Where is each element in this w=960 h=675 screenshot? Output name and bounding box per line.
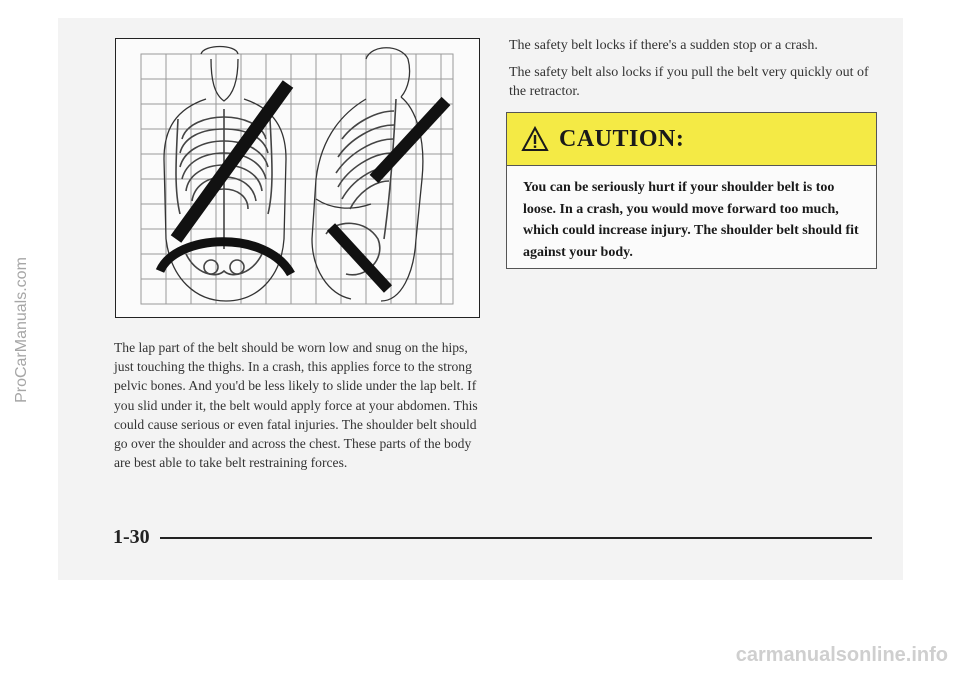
- skeleton-seatbelt-illustration: [116, 39, 478, 316]
- grid-lines: [141, 54, 453, 304]
- footer-rule: [160, 537, 872, 539]
- belt-locks-retractor-paragraph: The safety belt also locks if you pull the belt very quickly out of the retractor.: [509, 65, 869, 99]
- watermark-left: ProCarManuals.com: [13, 257, 30, 403]
- lap-belt-paragraph: The lap part of the belt should be worn low and snug on the hips, just touching the thighs. In a crash, this applies force to the strong pelvic bones. And you'd be less likely to slide under the lap belt. If you slid under it, the belt would apply force at your abdomen. This could cause serious or even fatal injuries. The shoulder belt should go over the shoulder and across the chest. These parts of the body are best able to take belt restraining forces.: [114, 340, 478, 471]
- belt-locks-paragraph: The safety belt locks if there's a sudden stop or a crash.: [509, 38, 818, 53]
- caution-box: [506, 112, 877, 269]
- front-lap-belt: [160, 242, 291, 274]
- caution-text: You can be seriously hurt if your shoulder belt is too loose. In a crash, you would move forward too much, which could increase injury. The shoulder belt should fit against your body.: [523, 180, 859, 260]
- watermark-bottom: carmanualsonline.info: [735, 644, 948, 666]
- caution-title: CAUTION:: [559, 125, 685, 152]
- side-lap-belt: [331, 227, 388, 289]
- caution-header: [507, 113, 876, 166]
- warning-triangle-icon: [521, 126, 549, 152]
- page-number: 1-30: [113, 526, 150, 548]
- seatbelt-skeleton-figure: [115, 38, 480, 318]
